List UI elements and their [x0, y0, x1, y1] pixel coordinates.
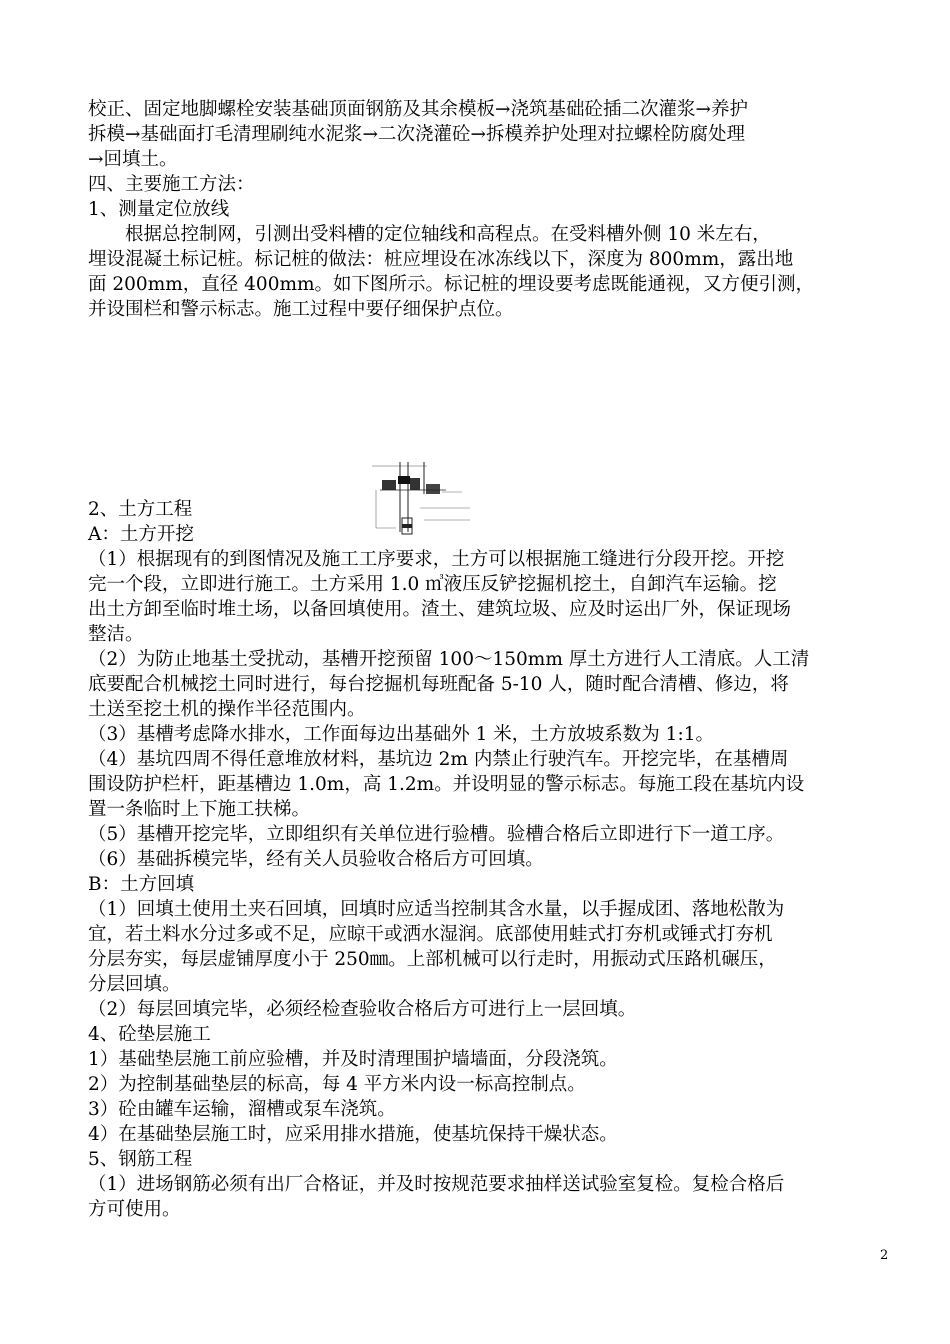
text-line: （2）为防止地基土受扰动，基槽开挖预留 100～150mm 厚土方进行人工清底。人工清	[88, 649, 810, 670]
text-line: 根据总控制网，引测出受料槽的定位轴线和高程点。在受料槽外侧 10 米左右，	[125, 224, 771, 245]
list-item: 3）砼由罐车运输，溜槽或泵车浇筑。	[88, 1099, 396, 1120]
text-line: 土送至挖土机的操作半径范围内。	[88, 699, 366, 720]
text-line: 围设防护栏杆，距基槽边 1.0m，高 1.2m。并设明显的警示标志。每施工段在基坑内设	[88, 774, 805, 795]
text-line: 拆模→基础面打毛清理刷纯水泥浆→二次浇灌砼→拆模养护处理对拉螺栓防腐处理	[88, 124, 746, 145]
text-line: 埋设混凝土标记桩。标记桩的做法：桩应埋设在冰冻线以下，深度为 800mm，露出地	[88, 249, 794, 270]
text-line: 分层夯实，每层虚铺厚度小于 250㎜。上部机械可以行走时，用振动式压路机碾压，	[88, 949, 777, 970]
text-line: 面 200mm，直径 400mm。如下图所示。标记桩的埋设要考虑既能通视，又方便引测，	[88, 274, 815, 295]
text-line: （1）根据现有的到图情况及施工工序要求，土方可以根据施工缝进行分段开挖。开挖	[88, 549, 785, 570]
list-item: 4）在基础垫层施工时，应采用排水措施，使基坑保持干燥状态。	[88, 1124, 618, 1145]
text-line: →回填土。	[88, 149, 178, 170]
subsection-heading: 1、测量定位放线	[88, 199, 230, 220]
subsection-heading: 4、砼垫层施工	[88, 1024, 211, 1045]
text-line: （5）基槽开挖完毕，立即组织有关单位进行验槽。验槽合格后立即进行下一道工序。	[88, 824, 785, 845]
text-line: 底要配合机械挖土同时进行，每台挖掘机每班配备 5-10 人，随时配合清槽、修边，将	[88, 674, 789, 695]
list-item: 2）为控制基础垫层的标高，每 4 平方米内设一标高控制点。	[88, 1074, 586, 1095]
text-line: （4）基坑四周不得任意堆放材料，基坑边 2m 内禁止行驶汽车。开挖完毕，在基槽周	[88, 749, 789, 770]
subsection-heading: 5、钢筋工程	[88, 1149, 193, 1170]
list-item: 1）基础垫层施工前应验槽，并及时清理围护墙墙面，分段浇筑。	[88, 1049, 618, 1070]
text-line: 并设围栏和警示标志。施工过程中要仔细保护点位。	[88, 299, 514, 320]
text-line: （1）进场钢筋必须有出厂合格证，并及时按规范要求抽样送试验室复检。复检合格后	[88, 1174, 785, 1195]
text-line: 整洁。	[88, 624, 144, 645]
text-line: （1）回填土使用土夹石回填，回填时应适当控制其含水量，以手握成团、落地松散为	[88, 899, 785, 920]
text-line: 方可使用。	[88, 1199, 181, 1220]
page-number: 2	[880, 1248, 889, 1263]
text-line: 宜，若土料水分过多或不足，应晾干或洒水湿润。底部使用蛙式打夯机或锤式打夯机	[88, 924, 773, 945]
text-line: （6）基础拆模完毕，经有关人员验收合格后方可回填。	[88, 849, 544, 870]
subsection-heading: 2、土方工程	[88, 499, 193, 520]
text-line: （3）基槽考虑降水排水，工作面每边出基础外 1 米，土方放坡系数为 1:1。	[88, 724, 714, 745]
text-line: 校正、固定地脚螺栓安装基础顶面钢筋及其余模板→浇筑基础砼插二次灌浆→养护	[88, 99, 749, 120]
text-line: （2）每层回填完毕，必须经检查验收合格后方可进行上一层回填。	[88, 999, 637, 1020]
text-line: 置一条临时上下施工扶梯。	[88, 799, 311, 820]
subsection-heading: A：土方开挖	[88, 524, 194, 545]
text-line: 分层回填。	[88, 974, 181, 995]
text-line: 出土方卸至临时堆土场，以备回填使用。渣土、建筑垃圾、应及时运出厂外，保证现场	[88, 599, 792, 620]
text-line: 完一个段，立即进行施工。土方采用 1.0 ㎥液压反铲挖掘机挖土，自卸汽车运输。挖	[88, 574, 777, 595]
subsection-heading: B：土方回填	[88, 874, 195, 895]
section-heading: 四、主要施工方法：	[88, 174, 255, 195]
